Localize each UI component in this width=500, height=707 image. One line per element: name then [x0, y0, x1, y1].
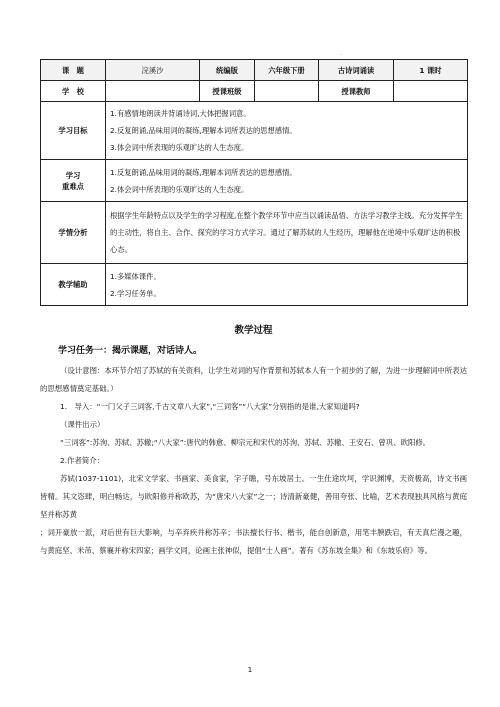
aid-label: 教学辅助: [41, 264, 106, 306]
course-label: 课 题: [41, 60, 106, 81]
school-value: [106, 81, 200, 102]
answer-text: “三词客”:苏洵、苏轼、苏辙;“八大家”:唐代的韩愈、柳宗元和宋代的苏洵、苏轼、苏辙、王安石、曾巩、欧阳修。: [60, 438, 431, 447]
key-point-item: 2.体会词中所表现的乐观旷达的人生态度。: [110, 184, 249, 194]
process-title: 教学过程: [234, 325, 273, 336]
aid-item: 1.多媒体课件。: [110, 271, 161, 281]
key-points-label: [41, 160, 106, 202]
unit-cell: 古诗词诵读: [319, 60, 394, 81]
key-label-line1: 学习: [65, 170, 81, 180]
teacher-value: [394, 81, 468, 102]
design-intent: （设计意图：本环节介绍了苏轼的有关资料，让学生对词的写作背景和苏轼本人有一个初步的了解，为进一步理解词中所表达的思想感情奠定基础。）: [40, 366, 467, 393]
analysis-label: 学情分析: [41, 202, 106, 264]
school-label: 学 校: [41, 81, 106, 102]
lesson-info-table: [40, 59, 468, 306]
courseware-note: （课件出示）: [60, 420, 105, 429]
step-author: 2.作者简介：: [60, 456, 105, 465]
analysis-text: 根据学生年龄特点以及学生的学习程度,在整个教学环节中应当以诵读品悟、方法学习教学主线。充分发挥学生的主动性，将自主、合作、探究的学习方式学习。通过了解苏轼的人生经历，理解他在逆境中乐观旷达的积极心态。: [110, 211, 463, 254]
hours-cell: 1 课时: [394, 60, 468, 81]
task-heading: 学习任务一：揭示课题，对话诗人。: [58, 346, 203, 356]
class-value: [255, 81, 319, 102]
goals-label: 学习目标: [41, 102, 106, 160]
teaching-process: [40, 322, 467, 560]
page-number: 1: [247, 666, 253, 674]
author-bio-continued: ；词开豪放一派，对后世有巨大影响，与辛弃疾并称苏辛；书法擅长行书、楷书，能自创新意，用笔丰腴跌宕，有天真烂漫之趣，与黄庭坚、米芾、蔡襄并称宋四家；画学文同，论画主张神似，提倡“士人画”。著有《苏东坡全集》和《东坡乐府》等。: [40, 528, 467, 555]
key-points-cell: [106, 160, 468, 202]
author-bio: 苏轼(1037-1101)，北宋文学家、书画家、美食家，字子瞻，号东坡居士。一生仕途坎坷，学识渊博，天资极高，诗文书画皆精。其文恣肆，明白畅达，与欧阳修并称欧苏，为“唐宋八大家”之一；诗清新豪健，善用夸张、比喻，艺术表现独具风格与黄庭坚并称苏黄: [40, 474, 467, 519]
key-label-line2: 重难点: [62, 181, 84, 191]
goal-item: 3.体会词中所表现的乐观旷达的人生态度。: [110, 143, 249, 152]
grade-cell: 六年级下册: [255, 60, 319, 81]
aid-item: 2.学习任务单。: [110, 288, 161, 298]
key-point-item: 1.反复朗诵,品味用词的凝练,理解本词所表达的思想感情。: [110, 167, 297, 177]
analysis-cell: [106, 202, 468, 264]
header-mark: .: [340, 50, 342, 57]
edition-cell: 统编版: [200, 60, 255, 81]
goal-item: 1.有感情地朗读并背诵诗词,大体把握词意。: [110, 109, 251, 118]
goals-cell: [106, 102, 468, 160]
course-value: 浣溪沙: [106, 60, 200, 81]
class-label: 授课班级: [200, 81, 255, 102]
goal-item: 2.反复朗诵,品味用词的凝练,理解本词所表达的思想感情。: [110, 126, 297, 135]
aid-cell: [106, 264, 468, 306]
step-intro: 1. 导入：“一门父子三词客,千古文章八大家”,“三词客”“八大家”分别指的是谁,大家知道吗?: [60, 402, 360, 411]
teacher-label: 授课教师: [319, 81, 394, 102]
